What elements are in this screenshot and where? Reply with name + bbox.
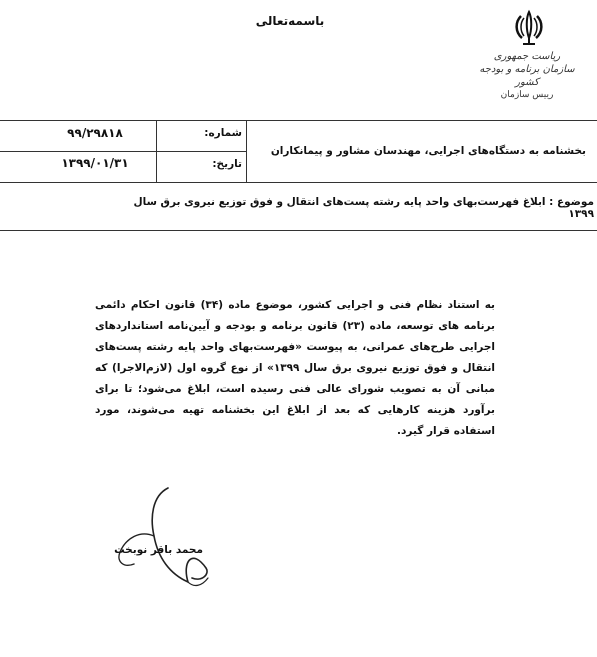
org-line-presidency: ریاست جمهوری (493, 51, 561, 62)
handwritten-signature (90, 478, 230, 598)
table-line-middle (0, 182, 597, 183)
iran-emblem-icon (509, 8, 549, 48)
organization-block (467, 50, 587, 102)
table-line-bottom (0, 230, 597, 231)
table-line-meta (0, 151, 246, 152)
letter-body: به استناد نظام فنی و اجرایی کشور، موضوع ماده (۳۴) قانون احکام دائمی برنامه های توسعه، ماده (۲۳) قانون برنامه و بودجه و آیین‌نامه استانداردهای اجرایی طرح‌های عمرانی، به پیوست «فهرست‌بهای واحد پایه رشته پست‌های انتقال و فوق توزیع نیروی برق سال ۱۳۹۹» از نوع گروه اول (لازم‌الاجرا) که مبانی آن به تصویب شورای عالی فنی رسیده است، ابلاغ می‌شود؛ تا برای برآورد هزینه کارهایی که بعد از ابلاغ این بخشنامه تهیه می‌شوند، مورد استفاده قرار گیرد. (95, 299, 496, 437)
date-label: تاریخ: (212, 158, 242, 170)
table-line-top (0, 120, 597, 121)
org-line-head: رییس سازمان (500, 90, 554, 100)
recipient-text: بخشنامه به دستگاه‌های اجرایی، مهندسان مشاور و پیمانکاران (270, 145, 586, 157)
signer-name: محمد باقر نوبخت (114, 544, 203, 556)
number-label: شماره: (204, 127, 242, 139)
bismillah-heading: باسمه‌تعالی (255, 14, 325, 28)
subject-line: موضوع : ابلاغ فهرست‌بهای واحد پایه رشته پست‌های انتقال و فوق توزیع نیروی برق سال ۱۳۹۹ (133, 196, 594, 220)
org-line-organization: سازمان برنامه و بودجه کشور (479, 64, 575, 88)
date-value: ۱۳۹۹/۰۱/۳۱ (61, 156, 129, 170)
number-value: ۹۹/۲۹۸۱۸ (67, 126, 123, 140)
